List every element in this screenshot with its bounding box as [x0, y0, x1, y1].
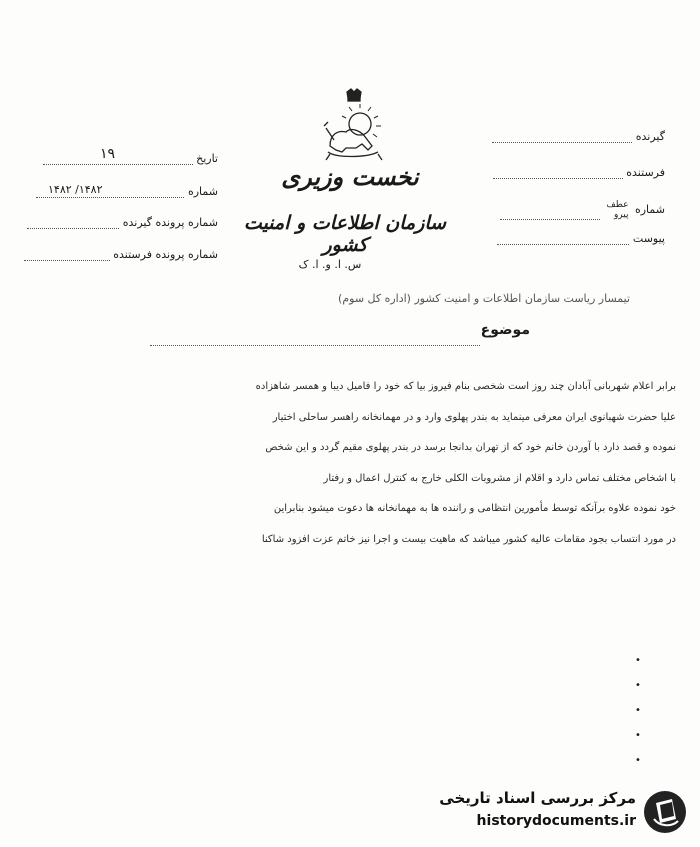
body-line: علیا حضرت شهبانوی ایران معرفی مینماید به بندر پهلوی وارد و در مهمانخانه راهسر ساحلی اختیار [272, 411, 676, 423]
date-field [28, 146, 218, 165]
archive-logo-icon [642, 789, 688, 835]
body-line: با اشخاص مختلف تماس دارد و اقلام از مشروبات الکلی خارج به کنترل اعمال و رفتار [323, 472, 676, 484]
body-line: برابر اعلام شهربانی آبادان چند روز است شخصی بنام فیروز بیا که خود را فامیل دیبا و همسر شاهزاده [255, 381, 676, 392]
date-value: ۱۹ [100, 146, 116, 162]
org-code: س. ا. و. ا. ک [298, 258, 362, 271]
attachment-field [485, 232, 665, 245]
receiver-file-field [26, 216, 218, 229]
margin-marks: • • • • • [635, 655, 641, 766]
sender-file-label: شماره پرونده فرستنده [113, 248, 218, 261]
letter-body [28, 372, 676, 555]
watermark [398, 781, 688, 841]
org-title-line2: سازمان اطلاعات و امنیت کشور [243, 212, 447, 256]
receiver-file-label: شماره پرونده گیرنده [122, 216, 218, 229]
watermark-site: historydocuments.ir [476, 813, 636, 829]
sender-file-field [26, 248, 218, 261]
addressee-line: تیمسار ریاست سازمان اطلاعات و امنیت کشور (اداره کل سوم) [338, 292, 630, 305]
date-label: تاریخ [196, 152, 218, 165]
ref-number-label: شماره [634, 203, 665, 216]
subject-dotted-line [150, 345, 480, 346]
follow-label: پیرو [613, 210, 629, 220]
ref-number-field [485, 200, 665, 220]
subject-label: موضوع [480, 322, 530, 338]
attachment-label: پیوست [632, 232, 665, 245]
ref-label: عطف [606, 200, 629, 210]
number-field-left [28, 185, 218, 198]
org-title-line1: نخست وزیری [281, 162, 419, 191]
number-label-left: شماره [187, 185, 218, 198]
lion-and-sun-emblem-icon [316, 88, 392, 166]
number-value-left: ۱۴۸۲/ ۱۴۸۲ [48, 183, 103, 196]
receiver-label: گیرنده [635, 130, 665, 143]
watermark-title: مرکز بررسی اسناد تاریخی [439, 789, 636, 807]
sender-field [485, 166, 665, 179]
receiver-field [485, 130, 665, 143]
body-line: در مورد انتساب بجود مقامات عالیه کشور میباشد که ماهیت بیست و اجرا نیز خاتم عزت افزود شاکنا [261, 533, 676, 545]
sender-label: فرستنده [626, 166, 665, 179]
body-line: خود نموده علاوه برآنکه توسط مأمورین انتظامی و راننده ها به مهمانخانه ها دعوت میشود بنابراین [273, 503, 676, 514]
body-line: نموده و قصد دارد با آوردن خانم خود که از تهران بدانجا برسد در بندر پهلوی مقیم گردد و این شخص [265, 442, 676, 453]
